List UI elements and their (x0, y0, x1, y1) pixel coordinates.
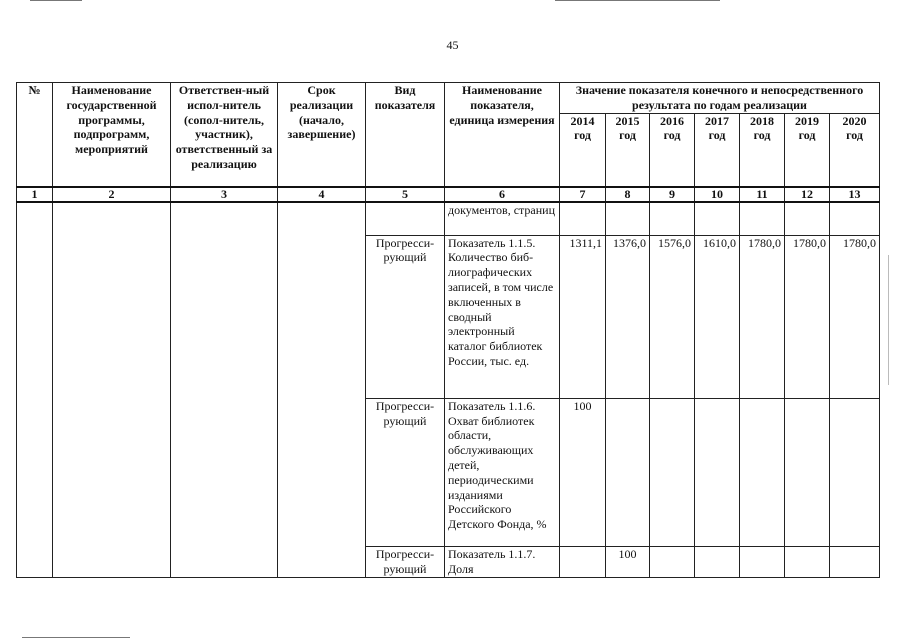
cell-value-2018 (740, 546, 785, 577)
column-number: 12 (785, 187, 830, 202)
cell-indicator-name: Показатель 1.1.7. Доля (445, 546, 560, 577)
cell-value-2016: 1576,0 (650, 235, 695, 398)
column-number-row (17, 187, 880, 202)
cell-value-2015: 1376,0 (606, 235, 650, 398)
header-year-2015: 2015 год (606, 113, 650, 187)
cell-value-2018 (740, 202, 785, 235)
column-number: 4 (278, 187, 366, 202)
cell-value-2017 (695, 202, 740, 235)
header-indicator-type: Вид показателя (366, 83, 445, 188)
cell-responsible-empty (171, 202, 278, 577)
header-year-2017: 2017 год (695, 113, 740, 187)
cell-value-2019 (785, 398, 830, 546)
cell-value-2016 (650, 398, 695, 546)
cell-value-2014: 1311,1 (560, 235, 606, 398)
cell-num-empty (17, 202, 53, 577)
cell-indicator-type (366, 202, 445, 235)
cell-value-2020: 1780,0 (830, 235, 880, 398)
header-values-group: Значение показателя конечного и непосредственного результата по годам реализации (560, 83, 880, 114)
column-number: 8 (606, 187, 650, 202)
cell-value-2016 (650, 202, 695, 235)
header-year-2019: 2019 год (785, 113, 830, 187)
column-number: 3 (171, 187, 278, 202)
cell-value-2014: 100 (560, 398, 606, 546)
cell-value-2019: 1780,0 (785, 235, 830, 398)
header-year-2016: 2016 год (650, 113, 695, 187)
cell-value-2016 (650, 546, 695, 577)
column-number: 13 (830, 187, 880, 202)
cell-value-2018 (740, 398, 785, 546)
column-number: 10 (695, 187, 740, 202)
header-year-2014: 2014 год (560, 113, 606, 187)
scan-artifact-top-left (30, 0, 82, 1)
cell-value-2017: 1610,0 (695, 235, 740, 398)
column-number: 5 (366, 187, 445, 202)
column-number: 9 (650, 187, 695, 202)
cell-indicator-type: Прогресси-рующий (366, 546, 445, 577)
page-number: 45 (446, 38, 459, 52)
column-number: 6 (445, 187, 560, 202)
cell-value-2020 (830, 398, 880, 546)
cell-indicator-name: Показатель 1.1.5. Количество биб-лиографических записей, в том числе включенных в сводный электронный каталог библиотек России, тыс. ед. (445, 235, 560, 398)
cell-value-2017 (695, 546, 740, 577)
cell-value-2019 (785, 546, 830, 577)
header-responsible: Ответствен-ный испол-нитель (сопол-нитель, участник), ответственный за реализацию (171, 83, 278, 188)
cell-value-2019 (785, 202, 830, 235)
cell-value-2014 (560, 546, 606, 577)
cell-value-2018: 1780,0 (740, 235, 785, 398)
column-number: 2 (53, 187, 171, 202)
cell-indicator-type: Прогресси-рующий (366, 398, 445, 546)
table-row (17, 202, 880, 235)
cell-program-empty (53, 202, 171, 577)
scan-artifact-right-edge (888, 255, 889, 385)
column-number: 7 (560, 187, 606, 202)
header-year-2020: 2020 год (830, 113, 880, 187)
cell-indicator-type: Прогресси-рующий (366, 235, 445, 398)
cell-value-2015 (606, 202, 650, 235)
cell-value-2017 (695, 398, 740, 546)
column-number: 1 (17, 187, 53, 202)
header-term: Срок реализации (начало, завершение) (278, 83, 366, 188)
header-num: № (17, 83, 53, 188)
cell-value-2015 (606, 398, 650, 546)
scan-artifact-top-right (555, 0, 720, 1)
scan-artifact-bottom-left (22, 637, 130, 638)
column-number: 11 (740, 187, 785, 202)
cell-value-2020 (830, 202, 880, 235)
cell-indicator-name: документов, страниц (445, 202, 560, 235)
cell-value-2015: 100 (606, 546, 650, 577)
cell-value-2014 (560, 202, 606, 235)
header-year-2018: 2018 год (740, 113, 785, 187)
cell-indicator-name: Показатель 1.1.6. Охват библиотек области, обслуживающих детей, периодическими изданиями Российского Детского Фонда, % (445, 398, 560, 546)
header-indicator-name: Наименование показателя, единица измерения (445, 83, 560, 188)
cell-value-2020 (830, 546, 880, 577)
indicators-table (16, 82, 880, 578)
cell-term-empty (278, 202, 366, 577)
header-program-name: Наименование государственной программы, подпрограмм, мероприятий (53, 83, 171, 188)
